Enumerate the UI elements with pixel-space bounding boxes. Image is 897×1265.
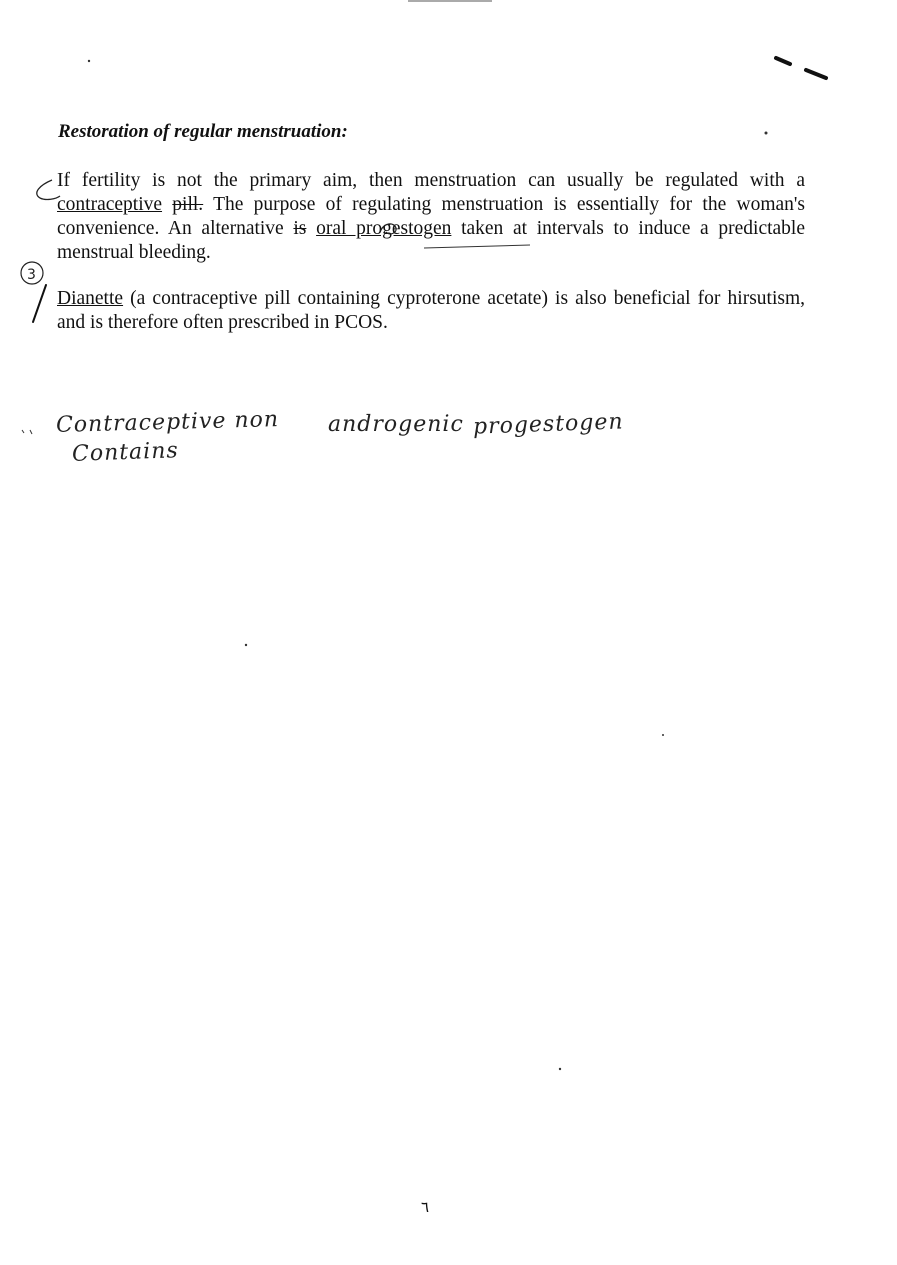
paragraph-dianette bbox=[57, 287, 805, 335]
para1-text-3: taken at intervals to induce a predictable menstrual bleeding. bbox=[57, 218, 806, 263]
dianette-term: Dianette bbox=[57, 288, 124, 309]
paragraph-menstruation-regulation bbox=[57, 169, 805, 265]
page-number: ٦ bbox=[421, 1198, 430, 1216]
ink-speck bbox=[88, 60, 90, 62]
pen-slash-mark bbox=[33, 285, 46, 322]
para1-text-1: If fertility is not the primary aim, then menstruation can usually be regulated with a bbox=[57, 170, 805, 191]
handwritten-note-contains: Contains bbox=[71, 438, 180, 467]
oral-progestogen-term: oral progestogen bbox=[316, 218, 452, 239]
handwritten-note-progestogen: progestogen bbox=[472, 409, 624, 440]
struck-word: is bbox=[293, 218, 307, 239]
pill-term: pill. bbox=[172, 194, 204, 215]
contraceptive-term: contraceptive bbox=[57, 194, 163, 215]
handwritten-note-contraceptive: Contraceptive non bbox=[55, 407, 280, 438]
section-heading: Restoration of regular menstruation: bbox=[58, 121, 348, 142]
ink-speck bbox=[245, 644, 247, 646]
para1-text-2: The purpose of regulating menstruation is essentially for the woman's convenience. An alternative bbox=[57, 194, 806, 239]
ink-speck bbox=[559, 1068, 561, 1070]
handwritten-note-androgenic: androgenic bbox=[328, 412, 464, 437]
circled-number-ring bbox=[21, 262, 43, 284]
pen-scribble-mark bbox=[22, 430, 32, 434]
ink-speck bbox=[765, 132, 768, 135]
ink-speck bbox=[662, 734, 664, 736]
para1-gap-1 bbox=[162, 194, 172, 215]
para2-text-1: (a contraceptive pill containing cyproterone acetate) is also beneficial for hirsutism, and is therefore often prescribed in PCOS. bbox=[57, 288, 805, 333]
corner-ink-mark bbox=[776, 58, 826, 78]
circled-number-text: 3 bbox=[27, 267, 36, 283]
para1-gap-2 bbox=[306, 218, 316, 239]
